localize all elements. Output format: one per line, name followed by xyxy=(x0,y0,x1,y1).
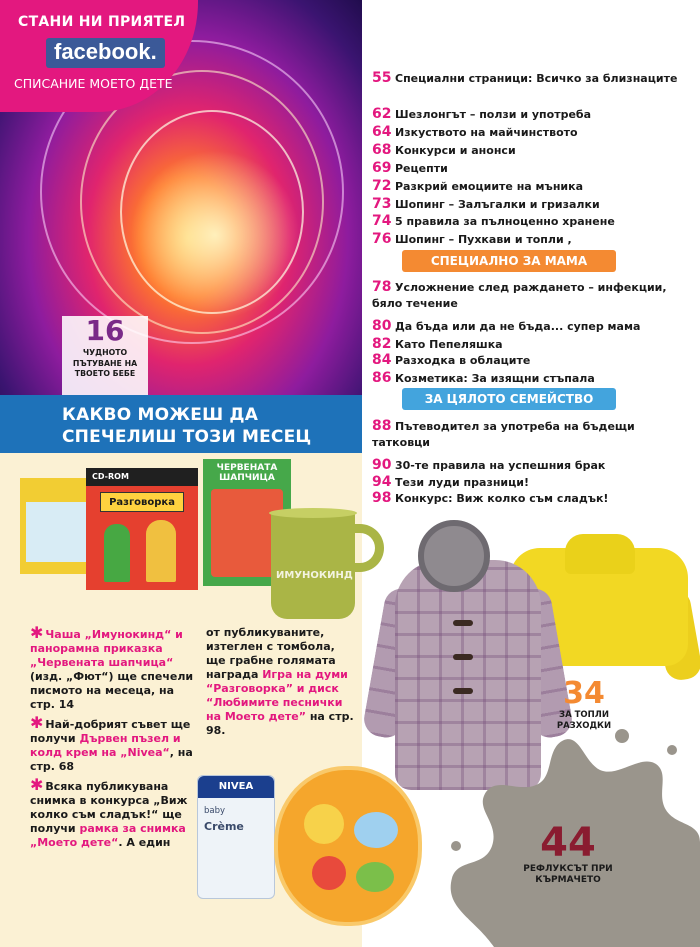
toc-title: Шопинг – Пухкави и топли , xyxy=(395,233,572,246)
prize-text: (изд. „Фют“) ще спечели писмото на месеца, на стр. 14 xyxy=(30,670,194,711)
prize-paragraph xyxy=(206,626,356,738)
toc-page-number: 72 xyxy=(372,178,392,194)
toc-title: 5 правила за пълноценно хранене xyxy=(395,215,615,228)
toc-title: Шезлонгът – ползи и употреба xyxy=(395,108,592,121)
toc-entry[interactable] xyxy=(372,318,692,335)
win-title-line1: КАКВО МОЖЕШ ДА xyxy=(62,405,259,425)
prize-paragraph xyxy=(30,623,200,712)
win-title-line2: СПЕЧЕЛИШ ТОЗИ МЕСЕЦ xyxy=(62,427,312,447)
toc-page-number: 55 xyxy=(372,70,392,86)
toc-title: Изкуството на майчинството xyxy=(395,126,578,139)
prize-text: , на стр. 68 xyxy=(30,746,193,773)
callout-caption: ЗА ТОПЛИ РАЗХОДКИ xyxy=(556,710,612,731)
toc-page-number: 74 xyxy=(372,213,392,229)
mug-print: ИМУНОКИНД xyxy=(276,570,353,581)
facebook-badge-title: СТАНИ НИ ПРИЯТЕЛ xyxy=(18,14,186,30)
toc-entry[interactable] xyxy=(372,160,692,177)
toc-entry[interactable] xyxy=(372,178,692,195)
toc-title: 30-те правила на успешния брак xyxy=(395,459,606,472)
toc-entry[interactable] xyxy=(372,196,692,213)
callout-number: 44 xyxy=(540,820,596,866)
toc-page-number: 84 xyxy=(372,352,392,368)
toc-entry[interactable] xyxy=(372,124,692,141)
toc-entry[interactable] xyxy=(372,70,692,87)
plaid-coat-hood xyxy=(418,520,490,592)
toc-entry[interactable] xyxy=(372,336,692,353)
callout-number: 34 xyxy=(563,676,605,711)
star-bullet-icon: ✱ xyxy=(30,713,44,732)
toc-entry[interactable] xyxy=(372,457,692,474)
toc-page-number: 68 xyxy=(372,142,392,158)
toc-entry[interactable] xyxy=(372,474,692,491)
prize-highlight: рамка за снимка „Моето дете“ xyxy=(30,822,186,849)
callout-caption: РЕФЛУКСЪТ ПРИ КЪРМАЧЕТО xyxy=(523,864,613,885)
toc-page-number: 78 xyxy=(372,279,392,295)
toc-page-number: 90 xyxy=(372,457,392,473)
toc-title: Пътеводител за употреба на бъдещи татковци xyxy=(372,420,635,449)
book-title: ЧЕРВЕНАТА ШАПЧИЦА xyxy=(216,463,278,483)
toc-entry[interactable] xyxy=(372,142,692,159)
toc-title: Да бъда или да не бъда... супер мама xyxy=(395,320,641,333)
nivea-name: Crème xyxy=(204,820,244,833)
prize-highlight: Дървен пъзел и колд крем на „Nivea“ xyxy=(30,732,181,759)
toc-page-number: 88 xyxy=(372,418,392,434)
toc-title: Разходка в облаците xyxy=(395,354,531,367)
hero-glow xyxy=(130,150,300,320)
callout-caption: ЧУДНОТО ПЪТУВАНЕ НА ТВОЕТО БЕБЕ xyxy=(72,348,138,378)
mug-rim xyxy=(269,508,357,518)
toc-page-number: 82 xyxy=(372,336,392,352)
toc-entry[interactable] xyxy=(372,490,692,507)
win-section-title xyxy=(62,404,311,448)
toc-title: Тези луди празници! xyxy=(395,476,530,489)
razgovorka-label: Разговорка xyxy=(100,492,184,512)
toc-page-number: 98 xyxy=(372,490,392,506)
toc-entry[interactable] xyxy=(372,418,692,451)
toc-entry[interactable] xyxy=(372,279,692,312)
toc-page-number: 86 xyxy=(372,370,392,386)
callout-number: 16 xyxy=(85,314,125,347)
nivea-sub: baby xyxy=(204,806,226,816)
prize-highlight: Чаша „Имунокинд“ и панорамна приказка „Червената шапчица“ xyxy=(30,628,183,669)
page-callout-16[interactable] xyxy=(62,316,148,396)
prizes-column-1 xyxy=(30,623,200,854)
toc-title: Конкурси и анонси xyxy=(395,144,516,157)
toc-title: Конкурс: Виж колко съм сладък! xyxy=(395,492,609,505)
toc-title: Рецепти xyxy=(395,162,448,175)
prize-text: Всяка публикувана снимка в конкурса „Виж колко съм сладък!“ ще получи xyxy=(30,780,188,835)
star-bullet-icon: ✱ xyxy=(30,775,44,794)
prize-text: . А един xyxy=(118,836,171,849)
cd-cover-image xyxy=(20,478,90,574)
toc-entry[interactable] xyxy=(372,352,692,369)
section-header-mama: СПЕЦИАЛНО ЗА МАМА xyxy=(402,250,616,272)
prize-text: на стр. 98. xyxy=(206,710,354,737)
toc-page-number: 64 xyxy=(372,124,392,140)
cd-rom-label: CD-ROM xyxy=(86,468,198,486)
toc-title: Като Пепеляшка xyxy=(395,338,503,351)
mug-image xyxy=(271,511,355,619)
nivea-cream-image xyxy=(197,775,275,899)
nivea-brand: NIVEA xyxy=(198,776,274,798)
toc-page-number: 69 xyxy=(372,160,392,176)
facebook-logo: facebook. xyxy=(46,38,165,68)
toc-title: Разкрий емоциите на мъника xyxy=(395,180,584,193)
toc-entry[interactable] xyxy=(372,231,692,248)
section-header-family: ЗА ЦЯЛОТО СЕМЕЙСТВО xyxy=(402,388,616,410)
yellow-jacket-collar xyxy=(565,534,635,574)
toc-entry[interactable] xyxy=(372,213,692,230)
toc-title: Козметика: За изящни стъпала xyxy=(395,372,595,385)
prize-text: Най-добрият съвет ще получи xyxy=(30,718,191,745)
page-callout-44[interactable] xyxy=(516,822,620,886)
prize-paragraph xyxy=(30,775,200,850)
toc-title: Шопинг – Залъгалки и гризалки xyxy=(395,198,600,211)
toc-page-number: 76 xyxy=(372,231,392,247)
prize-highlight: Игра на думи “Разговорка” и диск “Любимите песнички на Моето дете” xyxy=(206,668,348,723)
toc-page-number: 94 xyxy=(372,474,392,490)
prizes-column-2 xyxy=(206,626,356,738)
toc-page-number: 62 xyxy=(372,106,392,122)
razgovorka-game-image xyxy=(86,468,198,590)
facebook-badge-subtitle: СПИСАНИЕ МОЕТО ДЕТЕ xyxy=(14,76,173,91)
toc-page-number: 80 xyxy=(372,318,392,334)
toc-entry[interactable] xyxy=(372,370,692,387)
wooden-puzzle-image xyxy=(274,766,422,926)
star-bullet-icon: ✱ xyxy=(30,623,44,642)
prize-paragraph xyxy=(30,713,200,774)
toc-entry[interactable] xyxy=(372,106,692,123)
prize-text: от публикуваните, изтеглен с томбола, ще грабне голямата награда xyxy=(206,626,336,681)
toc-page-number: 73 xyxy=(372,196,392,212)
toc-title: Специални страници: Всичко за близнаците xyxy=(395,72,678,85)
toc-title: Усложнение след раждането – инфекции, бяло течение xyxy=(372,281,667,310)
